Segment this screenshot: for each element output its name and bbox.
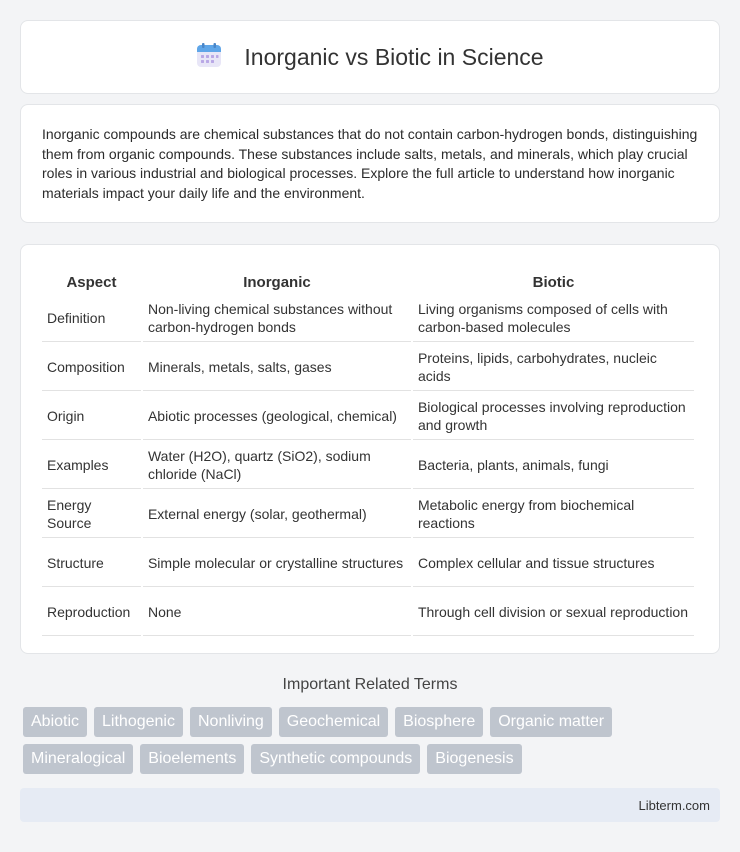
header-card <box>20 20 720 94</box>
header-inorganic: Inorganic <box>243 274 311 291</box>
intro-text: Inorganic compounds are chemical substances that do not contain carbon-hydrogen bonds, distinguishing them from organic compounds. These substances include salts, metals, and minerals, which play crucial roles in various industrial and biological processes. Explore the full article to understand how inorganic materials impact your daily life and the environment. <box>42 126 698 201</box>
cell-inorganic: External energy (solar, geothermal) <box>143 491 411 538</box>
tag-biogenesis[interactable]: Biogenesis <box>427 744 521 774</box>
cell-biotic: Bacteria, plants, animals, fungi <box>413 442 694 489</box>
cell-inorganic: Non-living chemical substances without carbon-hydrogen bonds <box>143 295 411 342</box>
table-row <box>42 393 694 440</box>
page-title: Inorganic vs Biotic in Science <box>244 43 544 70</box>
cell-aspect: Origin <box>42 393 141 440</box>
cell-aspect: Reproduction <box>42 589 141 636</box>
cell-inorganic: Minerals, metals, salts, gases <box>143 344 411 391</box>
tag-lithogenic[interactable]: Lithogenic <box>94 707 183 737</box>
calendar-icon <box>196 42 222 73</box>
table-row <box>42 491 694 538</box>
footer-site-link[interactable]: Libterm.com <box>638 797 710 813</box>
cell-inorganic: None <box>143 589 411 636</box>
cell-biotic: Living organisms composed of cells with carbon-based molecules <box>413 295 694 342</box>
tag-nonliving[interactable]: Nonliving <box>190 707 272 737</box>
tag-bioelements[interactable]: Bioelements <box>140 744 244 774</box>
header-aspect: Aspect <box>66 274 117 291</box>
intro-card <box>20 104 720 223</box>
footer <box>20 788 720 822</box>
table-row <box>42 589 694 636</box>
cell-biotic: Complex cellular and tissue structures <box>413 540 694 587</box>
related-terms-title: Important Related Terms <box>282 676 458 693</box>
table-row <box>42 295 694 342</box>
cell-aspect: Definition <box>42 295 141 342</box>
cell-aspect: Examples <box>42 442 141 489</box>
comparison-table <box>40 265 696 638</box>
tag-mineralogical[interactable]: Mineralogical <box>23 744 133 774</box>
table-row <box>42 344 694 391</box>
comparison-card <box>20 244 720 654</box>
cell-biotic: Biological processes involving reproduction and growth <box>413 393 694 440</box>
cell-biotic: Proteins, lipids, carbohydrates, nucleic acids <box>413 344 694 391</box>
tag-abiotic[interactable]: Abiotic <box>23 707 87 737</box>
related-terms-list <box>23 707 623 774</box>
cell-aspect: Structure <box>42 540 141 587</box>
tag-geochemical[interactable]: Geochemical <box>279 707 388 737</box>
cell-inorganic: Water (H2O), quartz (SiO2), sodium chloride (NaCl) <box>143 442 411 489</box>
cell-inorganic: Abiotic processes (geological, chemical) <box>143 393 411 440</box>
table-row <box>42 540 694 587</box>
tag-synthetic-compounds[interactable]: Synthetic compounds <box>251 744 420 774</box>
cell-biotic: Through cell division or sexual reproduction <box>413 589 694 636</box>
cell-biotic: Metabolic energy from biochemical reactions <box>413 491 694 538</box>
tag-biosphere[interactable]: Biosphere <box>395 707 483 737</box>
cell-aspect: Composition <box>42 344 141 391</box>
cell-inorganic: Simple molecular or crystalline structures <box>143 540 411 587</box>
header-biotic: Biotic <box>532 274 575 291</box>
table-row <box>42 442 694 489</box>
tag-organic-matter[interactable]: Organic matter <box>490 707 612 737</box>
table-header-row <box>42 267 694 293</box>
cell-aspect: Energy Source <box>42 491 141 538</box>
